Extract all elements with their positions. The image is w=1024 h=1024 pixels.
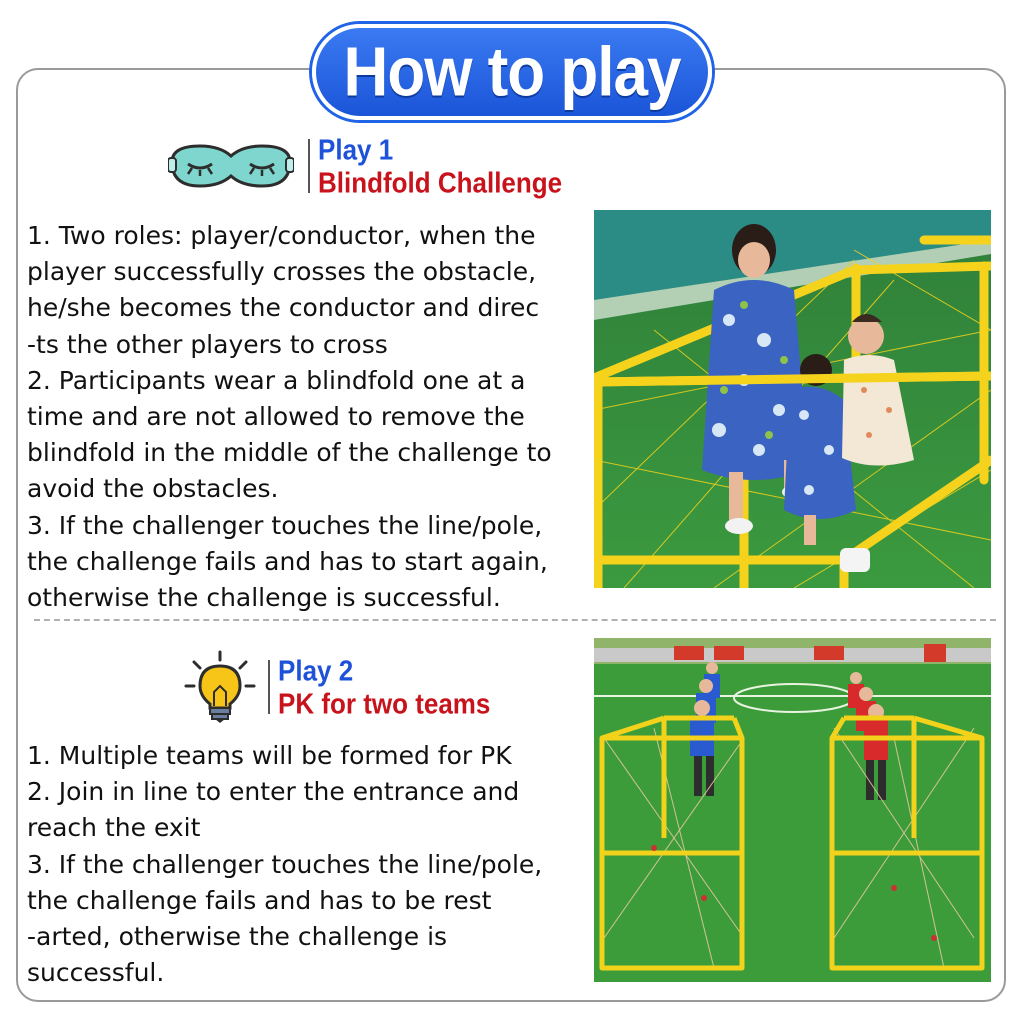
instruction-line: blindfold in the middle of the challenge to xyxy=(27,438,552,468)
play1-instructions xyxy=(27,218,552,616)
instruction-line: avoid the obstacles. xyxy=(27,474,279,504)
play1-photo xyxy=(594,210,991,588)
blindfold-icon xyxy=(168,138,294,194)
page-title: How to play xyxy=(343,33,681,111)
instruction-line: he/she becomes the conductor and direc xyxy=(27,293,540,323)
heading-divider xyxy=(268,660,270,714)
instruction-line: 1. Two roles: player/conductor, when the xyxy=(27,221,536,250)
instruction-line: the challenge fails and has to start again, xyxy=(27,546,548,576)
instruction-line: -ts the other players to cross xyxy=(27,329,388,359)
instruction-line: 2. Participants wear a blindfold one at a xyxy=(27,365,526,395)
page-title-banner xyxy=(312,24,712,120)
play1-title: Blindfold Challenge xyxy=(318,166,563,199)
play2-instructions xyxy=(27,738,542,991)
instruction-line: reach the exit xyxy=(27,813,201,843)
play2-label: Play 2 xyxy=(278,654,354,687)
section-divider xyxy=(34,619,996,621)
instruction-line: 3. If the challenger touches the line/pole, xyxy=(27,510,543,540)
instruction-line: player successfully crosses the obstacle, xyxy=(27,257,537,287)
instruction-line: successful. xyxy=(27,958,165,988)
instruction-line: the challenge fails and has to be rest xyxy=(27,885,492,915)
heading-divider xyxy=(308,139,310,193)
lightbulb-icon xyxy=(184,650,256,724)
play2-photo xyxy=(594,638,991,982)
play1-label: Play 1 xyxy=(318,133,394,166)
instruction-line: 1. Multiple teams will be formed for PK xyxy=(27,741,512,770)
instruction-line: 2. Join in line to enter the entrance and xyxy=(27,777,520,807)
play2-title: PK for two teams xyxy=(278,687,491,720)
instruction-line: otherwise the challenge is successful. xyxy=(27,583,501,613)
play2-heading xyxy=(184,650,490,724)
instruction-line: time and are not allowed to remove the xyxy=(27,402,525,432)
play1-heading xyxy=(168,133,563,199)
instruction-line: -arted, otherwise the challenge is xyxy=(27,922,448,952)
instruction-line: 3. If the challenger touches the line/pole, xyxy=(27,849,543,879)
